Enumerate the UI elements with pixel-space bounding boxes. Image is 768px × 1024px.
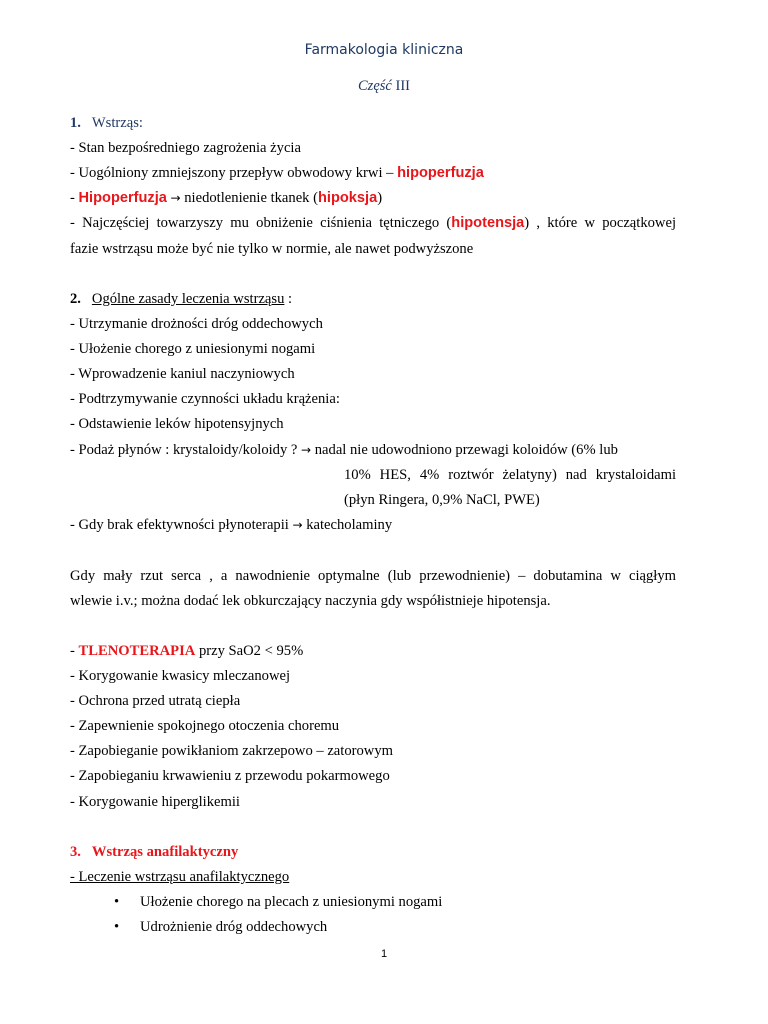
section2-item: - Utrzymanie drożności dróg oddechowych (70, 316, 323, 332)
list-item-text: Ułożenie chorego na plecach z uniesionymi nogami (140, 894, 443, 910)
term-hipoperfuzja: hipoperfuzja (397, 165, 484, 181)
catecholamines-line (70, 516, 392, 534)
therapy-item: - Zapobieganie powikłaniom zakrzepowo – zatorowym (70, 743, 393, 759)
fluids-line-3: (płyn Ringera, 0,9% NaCl, PWE) (344, 492, 540, 508)
line-text: ) , które w początkowej (524, 215, 677, 231)
line-text: - Gdy brak efektywności płynoterapii (70, 517, 293, 533)
line-text: - Uogólniony zmniejszony przepływ obwodowy krwi – (70, 165, 398, 181)
line-text: niedotlenienie tkanek ( (180, 190, 318, 206)
arrow-right-icon: → (170, 191, 181, 205)
term-hipotensja: hipotensja (451, 215, 525, 231)
line-dash: - (70, 190, 79, 206)
section1-line-4 (70, 214, 676, 232)
arrow-right-icon: → (292, 518, 303, 532)
oxygen-therapy-line (70, 642, 303, 660)
dobutamine-paragraph-line-2: wlewie i.v.; można dodać lek obkurczający naczynia gdy współistnieje hipotensja. (70, 593, 551, 609)
line-text: - Najczęściej towarzyszy mu obniżenie ciśnienia tętniczego ( (70, 215, 452, 231)
section2-number: 2. (70, 291, 81, 307)
fluids-line-1 (70, 441, 618, 459)
part-heading (0, 78, 768, 95)
section1-line-5: fazie wstrząsu może być nie tylko w normie, ale nawet podwyższone (70, 241, 474, 257)
term-tlenoterapia: TLENOTERAPIA (78, 643, 196, 659)
therapy-item: - Zapewnienie spokojnego otoczenia choremu (70, 718, 340, 734)
term-hipoksja: hipoksja (317, 190, 378, 206)
section2-item: - Podtrzymywanie czynności układu krążenia: (70, 391, 340, 407)
anaphylaxis-treatment-subheading: - Leczenie wstrząsu anafilaktycznego (70, 869, 290, 885)
arrow-right-icon: → (301, 443, 312, 457)
section1-line-3 (70, 189, 382, 207)
bullet-icon: • (114, 919, 120, 935)
therapy-item: - Korygowanie hiperglikemii (70, 794, 240, 810)
line-text: nadal nie udowodniono przewagi koloidów (6% lub (311, 442, 618, 458)
fluids-line-2: 10% HES, 4% roztwór żelatyny) nad krystaloidami (344, 467, 676, 483)
list-item-text: Udrożnienie dróg oddechowych (140, 919, 328, 935)
therapy-item: - Ochrona przed utratą ciepła (70, 693, 241, 709)
section3-title: Wstrząs anafilaktyczny (91, 844, 239, 860)
section1-line-2 (70, 164, 484, 182)
section3-heading (70, 843, 238, 861)
dobutamine-paragraph-line-1: Gdy mały rzut serca , a nawodnienie optymalne (lub przewodnienie) – dobutamina w ciągłym (70, 568, 676, 584)
section2-item: - Wprowadzenie kaniul naczyniowych (70, 366, 295, 382)
part-word: Część (358, 78, 392, 94)
term-hipoperfuzja-2: Hipoperfuzja (78, 190, 167, 206)
section1-title: Wstrząs: (91, 115, 143, 131)
heading-colon: : (284, 291, 293, 307)
therapy-item: - Zapobieganiu krwawieniu z przewodu pokarmowego (70, 768, 390, 784)
line-text: ) (377, 190, 383, 206)
therapy-item: - Korygowanie kwasicy mleczanowej (70, 668, 291, 684)
document-title: Farmakologia kliniczna (304, 42, 464, 58)
list-item (114, 918, 327, 936)
section1-number: 1. (70, 115, 81, 131)
line-dash: - (70, 643, 79, 659)
list-item (114, 893, 442, 911)
bullet-icon: • (114, 894, 120, 910)
line-text: katecholaminy (302, 517, 393, 533)
section2-item: - Ułożenie chorego z uniesionymi nogami (70, 341, 316, 357)
section2-item: - Odstawienie leków hipotensyjnych (70, 416, 284, 432)
line-text: przy SaO2 < 95% (195, 643, 304, 659)
section2-heading (70, 290, 292, 308)
section3-number: 3. (70, 844, 81, 860)
section1-line-1: - Stan bezpośredniego zagrożenia życia (70, 140, 301, 156)
page-number: 1 (380, 948, 388, 960)
section2-title: Ogólne zasady leczenia wstrząsu (91, 291, 285, 307)
section1-heading (70, 114, 143, 132)
part-number: III (395, 78, 410, 94)
line-text: - Podaż płynów : krystaloidy/koloidy ? (70, 442, 302, 458)
